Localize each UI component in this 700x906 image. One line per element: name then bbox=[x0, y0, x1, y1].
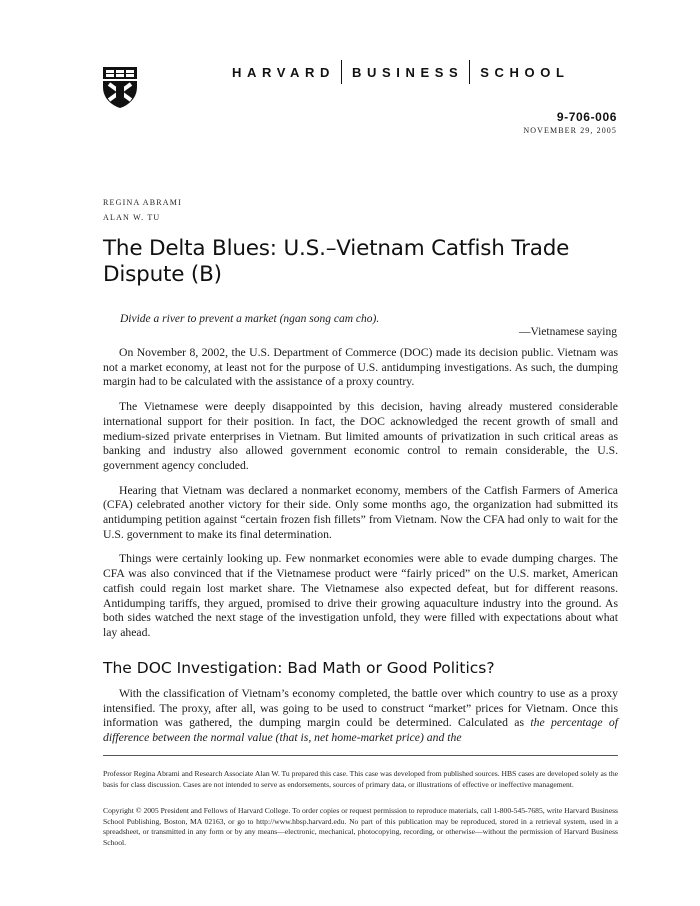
body-text bbox=[103, 346, 618, 651]
body-paragraph bbox=[103, 687, 618, 746]
author-note: Professor Regina Abrami and Research Associate Alan W. Tu prepared this case. This case was developed from published sources. HBS cases are developed solely as the basis for class discussion. Cases are not intended to serve as endorsements, sources of primary data, or illustrations of effective or ineffective management. bbox=[103, 769, 618, 789]
section-heading: The DOC Investigation: Bad Math or Good Politics? bbox=[103, 659, 495, 677]
paragraph-italic-text: the percentage of difference between the normal value (that is, net home-market price) and the bbox=[103, 716, 618, 745]
document-number: 9-706-006 bbox=[556, 110, 617, 124]
epigraph-quote: Divide a river to prevent a market (ngan song cam cho). bbox=[120, 313, 380, 325]
author-name: REGINA ABRAMI bbox=[103, 198, 182, 207]
school-name-business: BUSINESS bbox=[352, 64, 464, 80]
section-body bbox=[103, 687, 618, 756]
harvard-shield-logo bbox=[101, 65, 139, 109]
body-paragraph: Things were certainly looking up. Few nonmarket economies were able to evade dumping charges. The CFA was also convinced that if the Vietnamese product were “fairly priced” on the U.S. market, American catfish could regain lost market share. The Vietnamese also expected defeat, but for different reasons. Antidumping tariffs, they argued, promised to drive their growing aquaculture industry into the ground. As both sides watched the next stage of the investigation unfold, they were filled with expectations about what lay ahead. bbox=[103, 552, 618, 639]
epigraph-attribution: —Vietnamese saying bbox=[519, 326, 617, 338]
author-name: ALAN W. TU bbox=[103, 213, 161, 222]
school-name-divider bbox=[341, 60, 342, 84]
case-title: The Delta Blues: U.S.–Vietnam Catfish Trade Dispute (B) bbox=[103, 236, 570, 287]
document-date: NOVEMBER 29, 2005 bbox=[523, 126, 617, 135]
paragraph-text: With the classification of Vietnam’s economy completed, the battle over which country to use as a proxy intensified. The proxy, after all, was going to be used to construct “market” prices for Vietnam. Once this information was gathered, the dumping margin could be determined. Calculated as bbox=[103, 687, 618, 730]
school-name-harvard: HARVARD bbox=[232, 64, 336, 80]
footnote-divider bbox=[103, 755, 618, 756]
school-name bbox=[232, 62, 622, 82]
copyright-notice: Copyright © 2005 President and Fellows of Harvard College. To order copies or request permission to reproduce materials, call 1-800-545-7685, write Harvard Business School Publishing, Boston, MA 02163, or go to http://www.hbsp.harvard.edu. No part of this publication may be reproduced, stored in a retrieval system, used in a spreadsheet, or transmitted in any form or by any means—electronic, mechanical, photocopying, recording, or otherwise—without the permission of Harvard Business School. bbox=[103, 806, 618, 847]
school-name-divider bbox=[469, 60, 470, 84]
school-name-school: SCHOOL bbox=[480, 64, 570, 80]
body-paragraph: On November 8, 2002, the U.S. Department of Commerce (DOC) made its decision public. Vietnam was not a market economy, at least not for the purpose of U.S. antidumping investigations. As such, the dumping margin had to be calculated with the assistance of a proxy country. bbox=[103, 346, 618, 389]
body-paragraph: The Vietnamese were deeply disappointed by this decision, having already mustered considerable international support for their position. In fact, the DOC acknowledged the recent growth of small and medium-sized private enterprises in Vietnam. But limited amounts of privatization in such critical areas as banking and industry also allowed government economic control to remain considerable, the U.S. government agency concluded. bbox=[103, 400, 618, 472]
body-paragraph: Hearing that Vietnam was declared a nonmarket economy, members of the Catfish Farmers of America (CFA) celebrated another victory for their side. Only some months ago, the organization had submitted its antidumping petition against “certain frozen fish fillets” from Vietnam. Now the CFA had only to wait for the U.S. government to make its final determination. bbox=[103, 483, 618, 541]
